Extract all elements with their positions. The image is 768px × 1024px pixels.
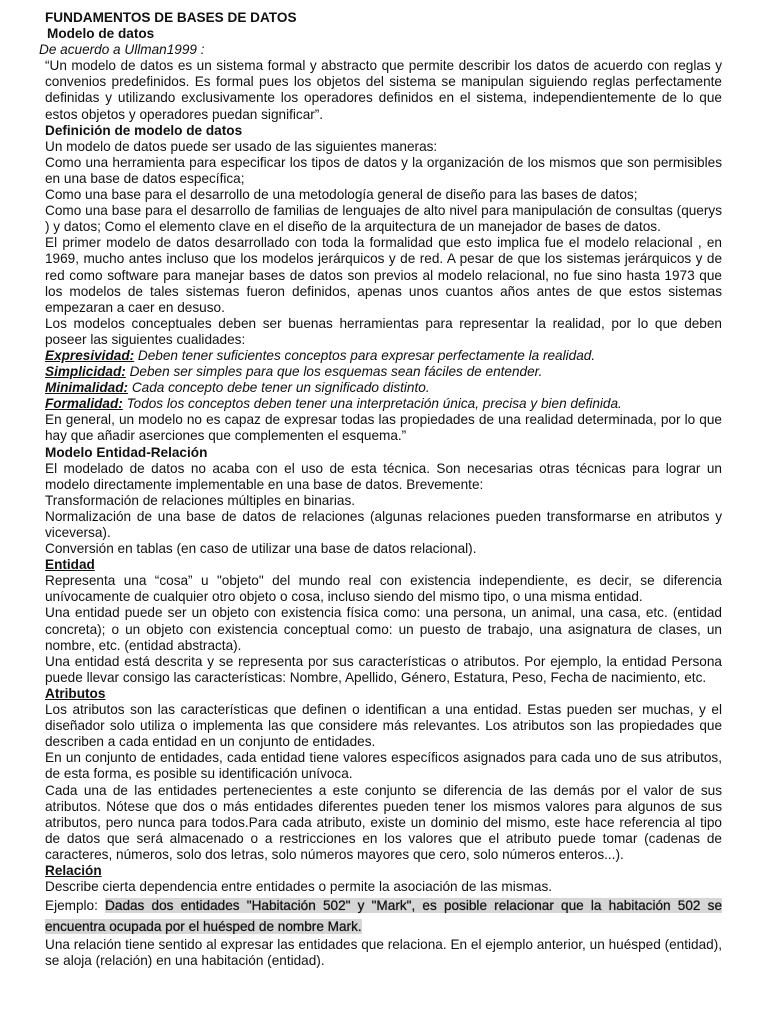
paragraph-atributos-3: Cada una de las entidades pertenecientes a este conjunto se diferencia de las demás por el valor de sus atributos. Nótese que dos o más entidades diferentes pueden tener los mismos valores para algunos de sus atributos, pero nunca para todos.Para cada atributo, existe un dominio del mismo, este hace referencia al tipo de datos que será almacenado o a restricciones en los valores que el atributo puede tomar (cadenas de caracteres, números, solo dos letras, solo números mayores que cero, solo números enteros...). <box>45 782 722 862</box>
paragraph-atributos-1: Los atributos son las características que definen o identifican a una entidad. Estas pueden ser muchas, y el diseñador solo utiliza o implementa las que considere más relevantes. Los atributos son las propiedades que describen a cada entidad en un conjunto de entidades. <box>45 702 722 750</box>
paragraph-def-6: Los modelos conceptuales deben ser buenas herramientas para representar la realidad, por lo que deben poseer las siguientes cualidades: <box>45 315 722 347</box>
quality-minimalidad <box>45 380 722 396</box>
paragraph-def-4: Como una base para el desarrollo de familias de lenguajes de alto nivel para manipulación de consultas (querys ) y datos; Como el elemento clave en el diseño de la arquitectura de un manejador de bases de datos. <box>45 203 722 235</box>
example-label: Ejemplo: <box>45 898 106 914</box>
heading-entidad: Entidad <box>45 557 95 573</box>
paragraph-def-3: Como una base para el desarrollo de una metodología general de diseño para las bases de datos; <box>45 187 638 203</box>
quality-term: Simplicidad: <box>45 364 126 380</box>
ullman-citation: De acuerdo a Ullman1999 : <box>39 42 205 58</box>
paragraph-atributos-2: En un conjunto de entidades, cada entidad tiene valores específicos asignados para cada uno de sus atributos, de esta forma, es posible su identificación unívoca. <box>45 750 722 782</box>
paragraph-er-2: Transformación de relaciones múltiples en binarias. <box>45 492 356 508</box>
quality-formalidad <box>45 396 722 412</box>
heading-modelo-de-datos: Modelo de datos <box>47 26 155 42</box>
paragraph-def-2: Como una herramienta para especificar los tipos de datos y la organización de los mismos que son permisibles en una base de datos específica; <box>45 154 722 186</box>
quality-text: Deben tener suficientes conceptos para expresar perfectamente la realidad. <box>134 347 596 363</box>
quality-text: Todos los conceptos deben tener una interpretación única, precisa y bien definida. <box>122 396 622 412</box>
ullman-quote: “Un modelo de datos es un sistema formal y abstracto que permite describir los datos de acuerdo con reglas y convenios predefinidos. Es formal pues los objetos del sistema se manipulan siguiendo reglas perfectamente definidas y utilizando exclusivamente los operadores definidos en el sistema, independientemente de lo que estos objetos y operadores puedan significar”. <box>45 58 722 122</box>
quality-term: Expresividad: <box>45 347 135 363</box>
paragraph-relacion-1: Describe cierta dependencia entre entidades o permite la asociación de las mismas. <box>45 879 553 895</box>
paragraph-def-7: En general, un modelo no es capaz de expresar todas las propiedades de una realidad determinada, por lo que hay que añadir aserciones que complementen el esquema.” <box>45 412 722 444</box>
heading-relacion: Relación <box>45 862 102 878</box>
paragraph-entidad-1: Representa una “cosa” u "objeto" del mundo real con existencia independiente, es decir, se diferencia unívocamente de cualquier otro objeto o cosa, incluso siendo del mismo tipo, o una misma entidad. <box>45 573 722 605</box>
relacion-example <box>45 895 722 937</box>
paragraph-entidad-2: Una entidad puede ser un objeto con existencia física como: una persona, un animal, una casa, etc. (entidad concreta); o un objeto con existencia conceptual como: un puesto de trabajo, una asignatura de clases, un nombre, etc. (entidad abstracta). <box>45 605 722 653</box>
paragraph-er-3: Normalización de una base de datos de relaciones (algunas relaciones pueden transformarse en atributos y viceversa). <box>45 508 722 540</box>
paragraph-er-4: Conversión en tablas (en caso de utilizar una base de datos relacional). <box>45 541 477 557</box>
heading-entidad-relacion: Modelo Entidad-Relación <box>45 444 208 460</box>
paragraph-relacion-2: Una relación tiene sentido al expresar las entidades que relaciona. En el ejemplo anterior, un huésped (entidad), se aloja (relación) en una habitación (entidad). <box>45 937 722 969</box>
quality-term: Formalidad: <box>45 396 123 412</box>
quality-simplicidad <box>45 364 722 380</box>
quality-term: Minimalidad: <box>45 380 129 396</box>
quality-text: Deben ser simples para que los esquemas sean fáciles de entender. <box>125 364 543 380</box>
paragraph-def-5: El primer modelo de datos desarrollado con toda la formalidad que esto implica fue el modelo relacional , en 1969, mucho antes incluso que los modelos jerárquicos y de red. A pesar de que los sistemas jerárquicos y de red como software para manejar bases de datos son previos al modelo relacional, no fue sino hasta 1973 que los modelos de tales sistemas fueron definidos, apenas unos cuantos años antes de que estos sistemas empezaran a caer en desuso. <box>45 235 722 315</box>
heading-atributos: Atributos <box>45 685 106 701</box>
highlighted-example: Dadas dos entidades "Habitación 502" y "Mark", es posible relacionar que la habitación 502 se encuentra ocupada por el huésped de nombre Mark. <box>45 898 722 935</box>
document-title: FUNDAMENTOS DE BASES DE DATOS <box>45 10 297 25</box>
quality-text: Cada concepto debe tener un significado distinto. <box>128 380 430 396</box>
paragraph-def-1: Un modelo de datos puede ser usado de las siguientes maneras: <box>45 138 438 154</box>
heading-definicion: Definición de modelo de datos <box>45 122 243 138</box>
paragraph-entidad-3: Una entidad está descrita y se representa por sus características o atributos. Por ejemplo, la entidad Persona puede llevar consigo las características: Nombre, Apellido, Género, Estatura, Peso, Fecha de nacimiento, etc. <box>45 653 722 685</box>
quality-expresividad <box>45 348 722 364</box>
paragraph-er-1: El modelado de datos no acaba con el uso de esta técnica. Son necesarias otras técnicas para lograr un modelo directamente implementable en una base de datos. Brevemente: <box>45 460 722 492</box>
